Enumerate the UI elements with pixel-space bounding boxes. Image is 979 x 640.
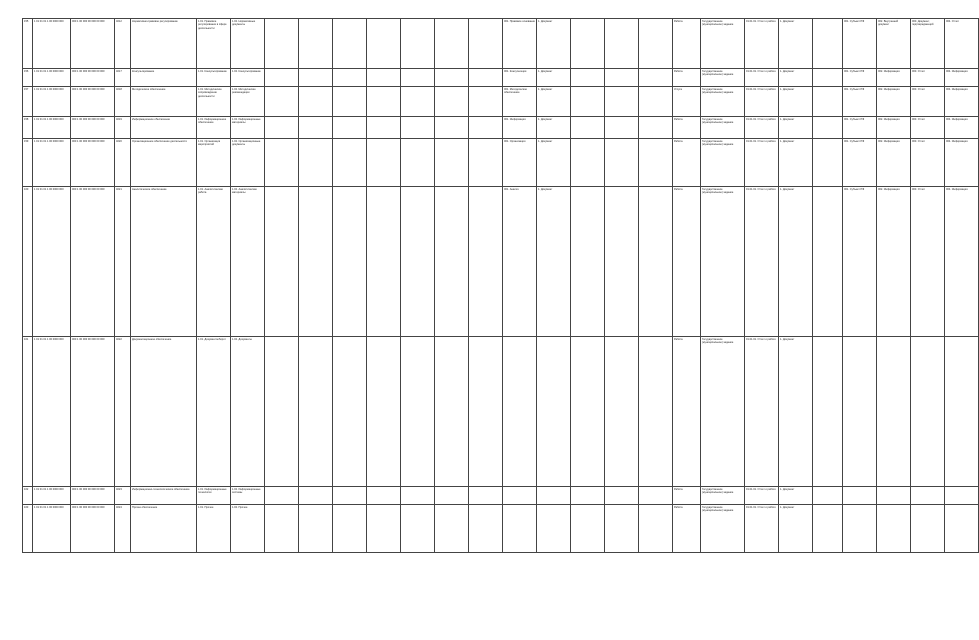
table-cell: 002. Информация	[877, 117, 911, 139]
table-cell: 000 1 00 000 00 000 00 000	[71, 487, 115, 505]
table-cell	[367, 19, 401, 69]
table-row	[23, 117, 979, 139]
table-cell	[299, 87, 333, 117]
table-cell	[265, 505, 299, 553]
table-cell: 1. Документ	[779, 337, 813, 487]
table-row	[23, 337, 979, 487]
table-cell: 1.02. Информационные материалы	[231, 117, 265, 139]
table-cell: 1.01. Документооборот	[197, 337, 231, 487]
table-cell: 4024	[115, 505, 131, 553]
table-cell	[843, 505, 877, 553]
table-cell: 1 01 01 01 1 00 0000 000	[33, 139, 71, 187]
table-cell	[435, 505, 469, 553]
table-cell: 000 1 00 000 00 000 00 000	[71, 19, 115, 69]
table-cell: 158	[23, 117, 33, 139]
table-cell	[401, 19, 435, 69]
table-cell	[401, 337, 435, 487]
table-cell: Работа	[673, 337, 701, 487]
table-cell: 01.01.01. Отчет о работе	[745, 337, 779, 487]
table-cell	[401, 187, 435, 337]
table-cell: Государственное (муниципальное) задание	[701, 117, 745, 139]
table-cell	[265, 87, 299, 117]
table-cell: 004. Информация	[945, 187, 979, 337]
table-cell: 1.01. Организация мероприятий	[197, 139, 231, 187]
table-cell	[367, 337, 401, 487]
table-cell: 1 01 01 01 1 00 0000 000	[33, 69, 71, 87]
table-cell: 1. Документ	[779, 87, 813, 117]
register-table	[22, 18, 979, 553]
table-cell: 155	[23, 19, 33, 69]
table-row	[23, 187, 979, 337]
table-cell: 1. Документ	[779, 187, 813, 337]
table-cell	[469, 337, 503, 487]
table-cell	[469, 505, 503, 553]
table-cell	[265, 487, 299, 505]
table-cell	[639, 187, 673, 337]
table-cell: Государственное (муниципальное) задание	[701, 505, 745, 553]
table-cell: 1.02. Консультирование	[231, 69, 265, 87]
table-cell: 002. Внутренний документ	[877, 19, 911, 69]
table-cell	[469, 487, 503, 505]
table-cell: 003. Отчет	[911, 117, 945, 139]
table-cell	[333, 69, 367, 87]
table-cell	[639, 69, 673, 87]
table-cell: Консультирование	[131, 69, 197, 87]
table-cell: Методическое обеспечение	[131, 87, 197, 117]
table-cell: 1.02. Организационные документы	[231, 139, 265, 187]
table-cell: Государственное (муниципальное) задание	[701, 487, 745, 505]
table-cell: 01.01.01. Отчет о работе	[745, 19, 779, 69]
table-cell: 159	[23, 139, 33, 187]
table-cell	[605, 19, 639, 69]
table-cell	[333, 487, 367, 505]
table-cell: 001. Консультации	[503, 69, 537, 87]
table-cell: 01.01.01. Отчет о работе	[745, 139, 779, 187]
table-cell	[571, 187, 605, 337]
table-cell	[911, 487, 945, 505]
table-cell: Прочее обеспечение	[131, 505, 197, 553]
table-cell	[367, 187, 401, 337]
table-cell: Государственное (муниципальное) задание	[701, 87, 745, 117]
table-cell	[605, 69, 639, 87]
table-cell: 001. Правовое основание	[503, 19, 537, 69]
table-cell: 156	[23, 69, 33, 87]
table-cell: 1 01 01 01 1 00 0000 000	[33, 117, 71, 139]
table-cell: 1.02. Информационные системы	[231, 487, 265, 505]
table-cell: 1.01. Прочее	[197, 505, 231, 553]
table-cell	[813, 187, 843, 337]
table-cell: 004. Информация	[945, 69, 979, 87]
table-cell: Работа	[673, 487, 701, 505]
table-cell: 1.01. Правовое регулирование в сфере деятельности	[197, 19, 231, 69]
table-cell	[503, 337, 537, 487]
table-cell: 1. Документ	[779, 487, 813, 505]
table-cell	[945, 487, 979, 505]
table-cell	[605, 87, 639, 117]
table-cell: 002. Информация	[877, 87, 911, 117]
table-cell: 000 1 00 000 00 000 00 000	[71, 505, 115, 553]
table-cell: 003. Отчет	[911, 187, 945, 337]
table-cell	[299, 505, 333, 553]
table-cell	[571, 87, 605, 117]
table-cell	[503, 505, 537, 553]
table-cell	[537, 487, 571, 505]
table-cell	[843, 487, 877, 505]
table-cell: 000 1 00 000 00 000 00 000	[71, 69, 115, 87]
table-cell	[265, 69, 299, 87]
table-cell: 002. Информация	[877, 139, 911, 187]
table-cell	[367, 117, 401, 139]
table-cell: 001. Методическое обеспечение	[503, 87, 537, 117]
table-cell	[367, 139, 401, 187]
table-cell: 002. Информация	[877, 69, 911, 87]
table-cell: 004. Информация	[945, 87, 979, 117]
table-cell	[333, 87, 367, 117]
table-cell	[605, 187, 639, 337]
table-cell: 000 1 00 000 00 000 00 000	[71, 117, 115, 139]
table-cell: 1 01 01 01 1 00 0000 000	[33, 337, 71, 487]
table-cell	[299, 487, 333, 505]
table-cell	[333, 505, 367, 553]
table-cell	[435, 19, 469, 69]
table-cell	[813, 505, 843, 553]
table-cell	[435, 187, 469, 337]
table-cell: Работа	[673, 505, 701, 553]
table-cell: 003. Документ, подтверждающий	[911, 19, 945, 69]
table-cell: 01.01.01. Отчет о работе	[745, 69, 779, 87]
table-cell	[571, 69, 605, 87]
table-cell	[367, 87, 401, 117]
table-cell: 1.01. Методическое сопровождение деятельности	[197, 87, 231, 117]
table-cell: Государственное (муниципальное) задание	[701, 139, 745, 187]
table-cell	[265, 19, 299, 69]
table-cell: 1 01 01 01 1 00 0000 000	[33, 505, 71, 553]
table-cell	[571, 139, 605, 187]
table-cell: 004. Информация	[945, 117, 979, 139]
table-cell: Работа	[673, 187, 701, 337]
table-cell: 1. Документ	[779, 139, 813, 187]
table-cell	[537, 505, 571, 553]
table-cell: 003. Отчет	[911, 87, 945, 117]
table-cell: Работа	[673, 69, 701, 87]
table-cell	[605, 139, 639, 187]
table-cell: 001. Анализ	[503, 187, 537, 337]
table-cell: Информационно-технологическое обеспечение	[131, 487, 197, 505]
table-cell: 1.01. Консультирование	[197, 69, 231, 87]
table-cell: 1.02. Прочее	[231, 505, 265, 553]
table-cell	[843, 337, 877, 487]
table-cell	[639, 337, 673, 487]
table-cell: 000 1 00 000 00 000 00 000	[71, 139, 115, 187]
table-cell	[503, 487, 537, 505]
table-cell: 001. Организация	[503, 139, 537, 187]
table-cell	[639, 139, 673, 187]
table-cell: 1 01 01 01 1 00 0000 000	[33, 187, 71, 337]
table-cell: 000 1 00 000 00 000 00 000	[71, 87, 115, 117]
table-cell: 01.01.01. Отчет о работе	[745, 117, 779, 139]
table-cell: 01.01.01. Отчет о работе	[745, 87, 779, 117]
table-cell	[911, 505, 945, 553]
table-cell	[813, 337, 843, 487]
table-cell: 1. Документ	[779, 505, 813, 553]
table-cell	[435, 117, 469, 139]
table-cell	[265, 337, 299, 487]
table-cell	[469, 19, 503, 69]
table-cell	[265, 139, 299, 187]
table-cell	[401, 117, 435, 139]
table-cell: 163	[23, 505, 33, 553]
table-cell: 4022	[115, 337, 131, 487]
table-cell	[813, 19, 843, 69]
table-cell: 01.01.01. Отчет о работе	[745, 487, 779, 505]
table-cell: 4012	[115, 19, 131, 69]
table-row	[23, 87, 979, 117]
table-cell: Государственное (муниципальное) задание	[701, 69, 745, 87]
table-row	[23, 487, 979, 505]
table-cell: 1.02. Нормативные документы	[231, 19, 265, 69]
table-cell	[639, 487, 673, 505]
table-cell	[813, 117, 843, 139]
table-cell: 1. Документ	[779, 69, 813, 87]
table-cell: 003. Отчет	[911, 69, 945, 87]
table-cell	[435, 337, 469, 487]
table-cell: 1.01. Аналитическая работа	[197, 187, 231, 337]
table-cell: 1. Документ	[537, 87, 571, 117]
table-cell: 1.02. Методические рекомендации	[231, 87, 265, 117]
register-sheet	[22, 18, 968, 553]
table-cell	[299, 69, 333, 87]
table-cell	[401, 505, 435, 553]
table-cell	[435, 87, 469, 117]
table-cell	[571, 19, 605, 69]
table-row	[23, 139, 979, 187]
table-cell: 01.01.01. Отчет о работе	[745, 187, 779, 337]
table-cell	[605, 337, 639, 487]
table-cell: 003. Отчет	[911, 139, 945, 187]
table-cell: 001. Субъект РФ	[843, 187, 877, 337]
table-cell	[571, 337, 605, 487]
table-cell: 161	[23, 337, 33, 487]
table-cell: 000 1 00 000 00 000 00 000	[71, 187, 115, 337]
table-cell	[813, 87, 843, 117]
table-cell: 004. Информация	[945, 139, 979, 187]
table-cell: Государственное (муниципальное) задание	[701, 187, 745, 337]
table-cell: Государственное (муниципальное) задание	[701, 19, 745, 69]
table-cell: Работа	[673, 19, 701, 69]
table-cell	[639, 505, 673, 553]
table-cell	[367, 505, 401, 553]
table-cell: Аналитическое обеспечение	[131, 187, 197, 337]
table-cell	[299, 139, 333, 187]
table-cell: 4020	[115, 139, 131, 187]
table-cell: 002. Информация	[877, 187, 911, 337]
table-cell	[299, 337, 333, 487]
table-cell	[401, 87, 435, 117]
table-cell	[299, 187, 333, 337]
table-cell	[333, 187, 367, 337]
table-cell	[945, 337, 979, 487]
table-cell	[813, 139, 843, 187]
table-cell	[435, 487, 469, 505]
table-cell: 000 1 00 000 00 000 00 000	[71, 337, 115, 487]
table-row	[23, 505, 979, 553]
table-cell: Документационное обеспечение	[131, 337, 197, 487]
table-cell	[469, 139, 503, 187]
table-cell: 4017	[115, 69, 131, 87]
table-cell	[265, 117, 299, 139]
table-cell: Государственное (муниципальное) задание	[701, 337, 745, 487]
table-cell	[639, 117, 673, 139]
table-cell: 001. Субъект РФ	[843, 139, 877, 187]
table-cell: 1 01 01 01 1 00 0000 000	[33, 487, 71, 505]
table-cell	[469, 69, 503, 87]
table-cell	[571, 505, 605, 553]
table-cell	[333, 337, 367, 487]
table-cell: 1. Документ	[779, 117, 813, 139]
table-cell: 001. Субъект РФ	[843, 69, 877, 87]
table-cell	[877, 337, 911, 487]
table-cell: Организационное обеспечение деятельности	[131, 139, 197, 187]
table-cell: 162	[23, 487, 33, 505]
table-cell: 1. Документ	[537, 117, 571, 139]
table-cell	[877, 505, 911, 553]
table-cell: 160	[23, 187, 33, 337]
table-cell	[333, 139, 367, 187]
table-cell: 1.01. Информационные технологии	[197, 487, 231, 505]
table-cell: 001. Субъект РФ	[843, 19, 877, 69]
table-cell	[605, 487, 639, 505]
table-cell	[435, 69, 469, 87]
table-cell: Нормативно-правовое регулирование	[131, 19, 197, 69]
table-cell	[605, 117, 639, 139]
table-cell	[537, 337, 571, 487]
table-cell	[605, 505, 639, 553]
table-cell: 4021	[115, 187, 131, 337]
table-cell: 004. Отчет	[945, 19, 979, 69]
table-cell: Работа	[673, 117, 701, 139]
table-cell	[945, 505, 979, 553]
table-cell: 1.02. Документы	[231, 337, 265, 487]
table-cell: 01.01.01. Отчет о работе	[745, 505, 779, 553]
table-cell	[333, 117, 367, 139]
table-cell	[367, 487, 401, 505]
table-cell	[401, 139, 435, 187]
table-cell: 1. Документ	[537, 139, 571, 187]
table-cell: 1 01 01 01 1 00 0000 000	[33, 87, 71, 117]
table-cell	[333, 19, 367, 69]
table-cell	[299, 117, 333, 139]
table-cell: 001. Субъект РФ	[843, 87, 877, 117]
table-cell	[265, 187, 299, 337]
table-cell	[813, 487, 843, 505]
table-cell: 001. Информация	[503, 117, 537, 139]
table-cell: Информационное обеспечение	[131, 117, 197, 139]
table-cell	[299, 19, 333, 69]
table-cell	[469, 187, 503, 337]
table-cell	[469, 87, 503, 117]
table-cell: 001. Субъект РФ	[843, 117, 877, 139]
table-cell: 4019	[115, 117, 131, 139]
table-cell	[435, 139, 469, 187]
table-cell	[401, 69, 435, 87]
table-cell	[639, 87, 673, 117]
table-cell	[571, 117, 605, 139]
table-cell	[571, 487, 605, 505]
table-cell: 4023	[115, 487, 131, 505]
table-cell	[469, 117, 503, 139]
table-cell	[401, 487, 435, 505]
table-cell	[813, 69, 843, 87]
table-cell: 1 01 01 01 1 00 0000 000	[33, 19, 71, 69]
table-cell: 1. Документ	[537, 69, 571, 87]
table-cell	[877, 487, 911, 505]
table-row	[23, 19, 979, 69]
table-cell	[639, 19, 673, 69]
table-cell	[911, 337, 945, 487]
table-row	[23, 69, 979, 87]
table-cell: Услуга	[673, 87, 701, 117]
table-cell: 1. Документ	[537, 19, 571, 69]
table-cell: 4018	[115, 87, 131, 117]
table-cell: 1. Документ	[779, 19, 813, 69]
table-cell: Работа	[673, 139, 701, 187]
table-cell: 1. Документ	[537, 187, 571, 337]
table-cell	[367, 69, 401, 87]
table-cell: 1.02. Аналитические материалы	[231, 187, 265, 337]
table-cell: 157	[23, 87, 33, 117]
table-cell: 1.01. Информационное обеспечение	[197, 117, 231, 139]
